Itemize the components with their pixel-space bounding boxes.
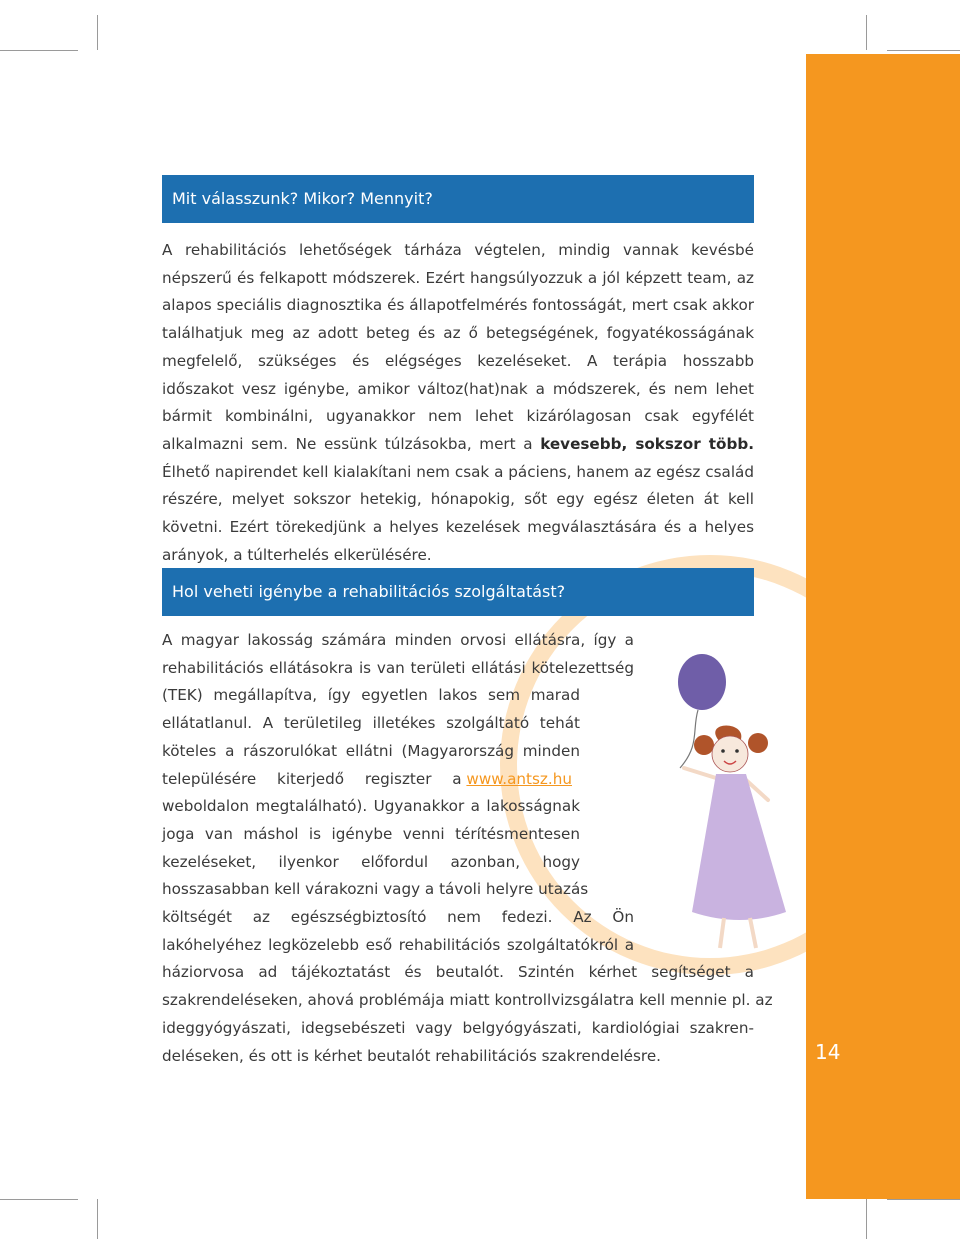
paragraph-line: hosszasabban kell várakozni vagy a távoli helyre utazás [162, 880, 589, 899]
crop-mark [866, 1199, 867, 1239]
girl-arm-left [684, 768, 716, 778]
paragraph-line: joga van máshol is igénybe venni térítésmentesen [162, 824, 580, 843]
paragraph-text: A rehabilitációs lehetőségek tárháza végtelen, mindig vannak kevésbé népszerű és felkapott módszerek. Ezért hangsúlyozzuk a jól képzett team, az alapos speciális diagnosztika és állapotfelmérés fontosságát, mert csak akkor találhatjuk meg az adott beteg és az ő betegségének, fogyatékosságának megfelelő, szükséges és elégséges kezeléseket. A terápia hosszabb időszakot vesz igénybe, amikor változ(hat)nak a módszerek, és nem lehet bármit kombinálni, ugyanakkor nem lehet kizárólagosan csak egyfélét alkalmazni sem. Ne essünk túlzásokba, mert a [162, 241, 754, 453]
paragraph-line: A magyar lakosság számára minden orvosi ellátásra, így a [162, 631, 634, 649]
section-heading-what-to-choose: Mit válasszunk? Mikor? Mennyit? [162, 175, 754, 223]
antsz-link[interactable]: www.antsz.hu [466, 769, 572, 788]
paragraph-line: lakóhelyéhez legközelebb eső rehabilitációs szolgáltatókról a [162, 935, 634, 954]
girl-dress [692, 774, 786, 920]
paragraph-line: köteles a rászorulókat ellátni (Magyarország minden [162, 741, 580, 760]
paragraph-line: ideggyógyászati, idegsebészeti vagy belgyógyászati, kardiológiai szakren- [162, 1018, 754, 1037]
paragraph-line: kezeléseket, ilyenkor előfordul azonban, hogy [162, 852, 580, 871]
girl-with-balloon-illustration [600, 650, 800, 950]
crop-mark [887, 50, 960, 51]
crop-mark [97, 15, 98, 50]
section-paragraph-what-to-choose [162, 237, 754, 569]
girl-face [712, 736, 748, 772]
balloon-icon [678, 654, 726, 710]
emphasis-text: kevesebb, sokszor több. [540, 434, 754, 453]
girl-hair-left [694, 735, 714, 755]
crop-mark [97, 1199, 98, 1239]
balloon-string [680, 710, 698, 768]
paragraph-line: szakrendeléseken, ahová problémája miatt kontrollvizsgálatra kell mennie pl. az [162, 991, 773, 1010]
paragraph-line-text: településére kiterjedő regiszter a [162, 769, 462, 788]
crop-mark [0, 50, 78, 51]
paragraph-line: weboldalon megtalálható). Ugyanakkor a lakosságnak [162, 797, 580, 816]
paragraph-line: költségét az egészségbiztosító nem fedezi. Az Ön [162, 908, 634, 927]
paragraph-line: háziorvosa ad tájékoztatást és beutalót. Szintén kérhet segítséget a [162, 963, 754, 982]
crop-mark [866, 15, 867, 50]
crop-mark [0, 1199, 78, 1200]
paragraph-line: (TEK) megállapítva, így egyetlen lakos sem marad [162, 686, 580, 705]
paragraph-line: rehabilitációs ellátásokra is van területi ellátási kötelezettség [162, 658, 634, 677]
paragraph-text: Élhető napirendet kell kialakítani nem csak a páciens, hanem az egész család részére, melyet sokszor hetekig, hónapokig, sőt egy egész életen át kell követni. Ezért törekedjünk a helyes kezelések megválasztására és a helyes arányok, a túlterhelés elkerülésére. [162, 462, 754, 564]
crop-mark [887, 1199, 960, 1200]
girl-eye [721, 749, 725, 753]
paragraph-line: ellátatlanul. A területileg illetékes szolgáltató tehát [162, 714, 580, 733]
girl-leg-right [750, 918, 756, 948]
girl-eye [735, 749, 739, 753]
paragraph-line: deléseken, és ott is kérhet beutalót rehabilitációs szakrendelésre. [162, 1046, 662, 1065]
page-number: 14 [815, 1040, 841, 1064]
girl-hair-right [748, 733, 768, 753]
orange-side-bar [806, 54, 960, 1199]
section-heading-where-to-use: Hol veheti igénybe a rehabilitációs szolgáltatást? [162, 568, 754, 616]
girl-leg-left [720, 918, 724, 948]
